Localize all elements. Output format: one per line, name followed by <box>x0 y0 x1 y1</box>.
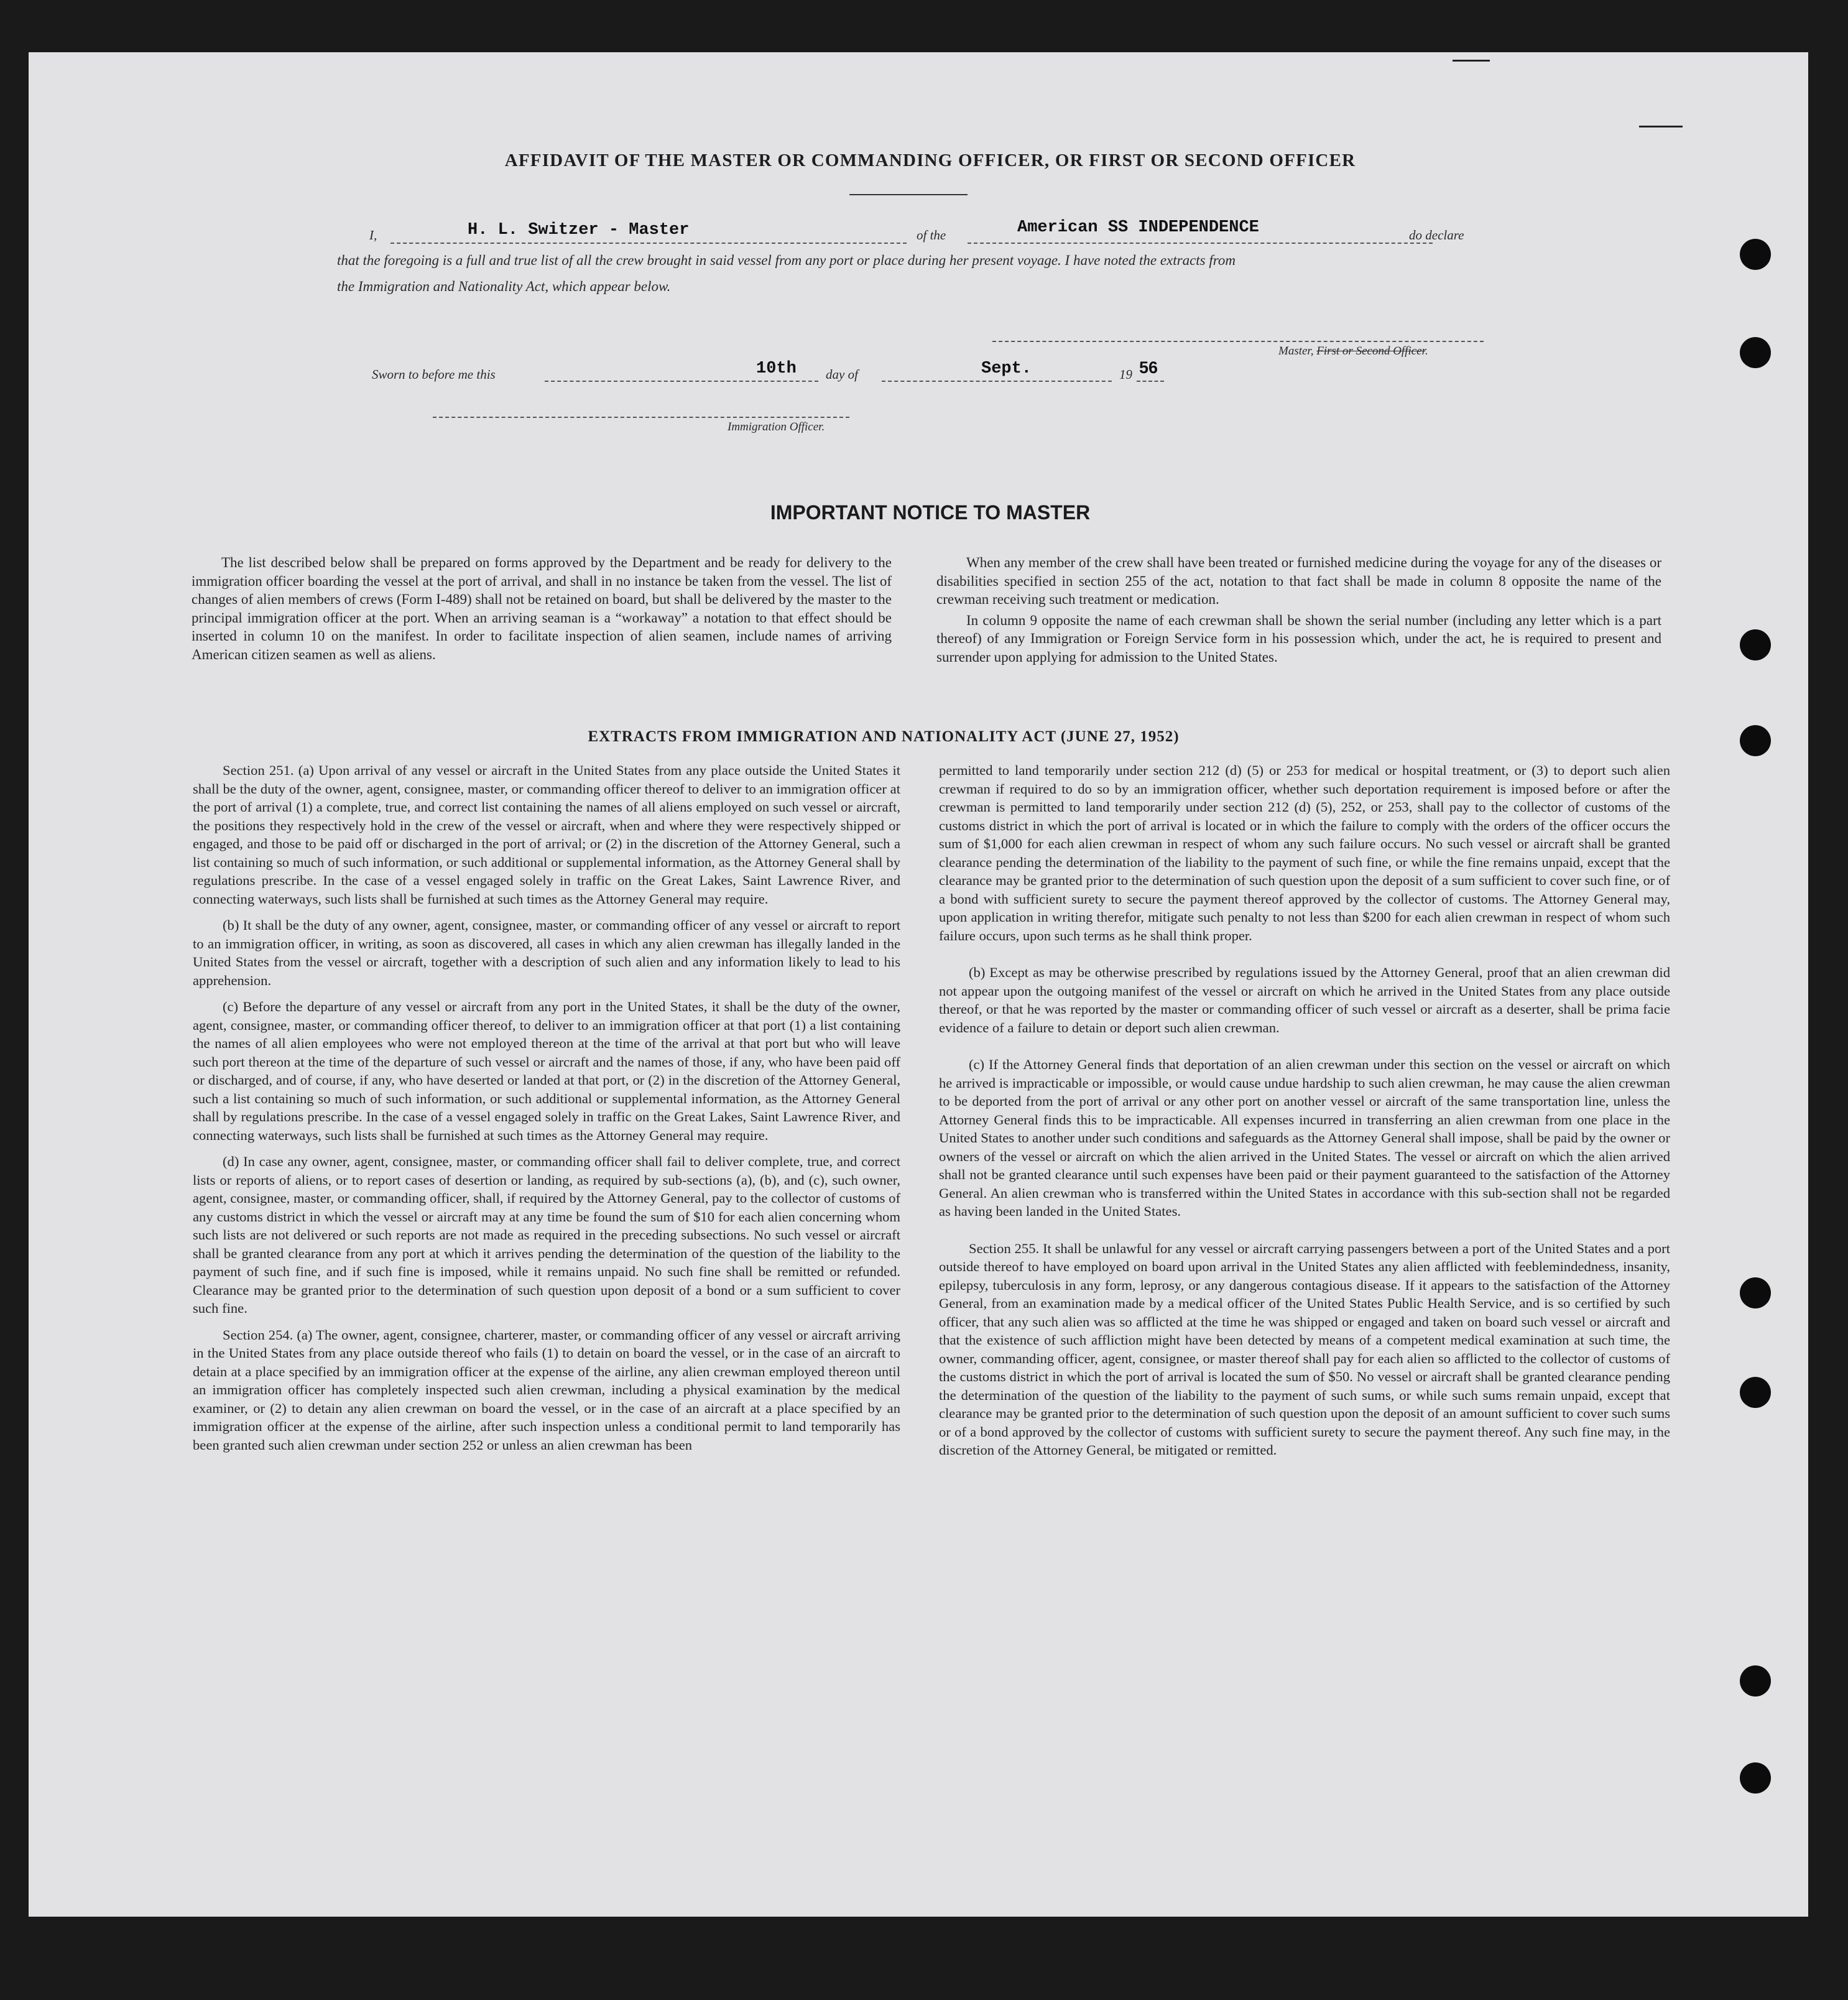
vessel-name: American SS INDEPENDENCE <box>1017 218 1259 237</box>
sworn-day-blank <box>545 381 818 382</box>
notice-right-column <box>936 553 1661 674</box>
declarant-name: H. L. Switzer - Master <box>468 221 690 239</box>
section-251-a: Section 251. (a) Upon arrival of any vessel or aircraft in the United States from any place outside the United States it shall be the duty of the owner, agent, consignee, master, or commanding officer thereof to deliver to an immigration officer at the port of arrival (1) a complete, true, and correct list containing the names of all aliens employed on such vessel or aircraft, the positions they respectively hold in the crew of the vessel or aircraft, when and where they were respectively shipped or engaged, and those to be paid off or discharged in the port of arrival; or (2) in the discretion of the Attorney General, such a list containing so much of such information, or such additional or supplemental information, as the Attorney General shall by regulations prescribe. In the case of a vessel engaged solely in traffic on the Great Lakes, Saint Lawrence River, and connecting waterways, such lists shall be furnished at such times as the Attorney General may require. <box>193 762 900 907</box>
sworn-day: 10th <box>756 359 797 378</box>
declaration-text-line2: the Immigration and Nationality Act, which appear below. <box>337 279 671 294</box>
notice-title: IMPORTANT NOTICE TO MASTER <box>770 501 1091 524</box>
of-the-label: of the <box>917 228 946 243</box>
punch-hole <box>1740 725 1771 756</box>
signature-caption <box>1278 345 1428 358</box>
section-255: Section 255. It shall be unlawful for any vessel or aircraft carrying passengers between a port of the United States and a port outside thereof to have employed on board upon arrival in the United States any alien afflicted with feeblemindedness, insanity, epilepsy, tuberculosis in any form, leprosy, or any dangerous contagious disease. If it appears to the satisfaction of the Attorney General, from an examination made by a medical officer of the United States Public Health Service, and is so certified by such officer, that any such alien was so afflicted at the time he was shipped or engaged and taken on board such vessel or aircraft and that the existence of such affliction might have been detected by means of a competent medical examination at such time, the owner, commanding officer, agent, consignee, or master thereof shall pay for each alien so afflicted to the collector of customs of the customs district in which the port of arrival is located the sum of $50. No vessel or aircraft shall be granted clearance pending the determination of the question of the liability to the payment of such sums, or while such sums remain unpaid, except that clearance may be granted prior to the determination of such question upon the deposit of an amount sufficient to cover such sums or of a bond approved by the collector of customs with sufficient surety to secure the payment thereof. Any such fine may, in the discretion of the Attorney General, be mitigated or remitted. <box>939 1240 1670 1458</box>
year-prefix: 19 <box>1119 367 1132 382</box>
do-declare-label: do declare <box>1409 228 1464 243</box>
notice-right-paragraph-2: In column 9 opposite the name of each crewman shall be shown the serial number (including any letter which is a part thereof) of any Immigration or Foreign Service form in his possession which, under the act, he is required to present and surrender upon applying for admission to the United States. <box>936 612 1661 665</box>
title-underline <box>849 194 968 195</box>
extracts-left-column <box>193 761 900 1462</box>
punch-hole <box>1740 629 1771 660</box>
section-251-d: (d) In case any owner, agent, consignee, master, or commanding officer shall fail to deliver complete, true, and correct lists or reports of aliens, or to report cases of desertion or landing, as required by sub-sections (a), (b), and (c), such owner, agent, consignee, master, or commanding officer, shall, if required by the Attorney General, pay to the collector of customs of any customs district in which the vessel or aircraft may at any time be found the sum of $10 for each alien concerning whom such lists are not delivered or such reports are not made as required in the preceding subsections. No such vessel or aircraft shall be granted clearance from any port at which it arrives pending the determination of the question of the liability to the payment of such fine, and if such fine is imposed, while it remains unpaid. No such fine shall be remitted or refunded. Clearance may be granted prior to the determination of such question upon deposit of a bond or a sum sufficient to cover such fine. <box>193 1154 900 1316</box>
vessel-blank <box>968 243 1433 244</box>
caption-end: . <box>1425 345 1428 358</box>
punch-hole <box>1740 337 1771 368</box>
sworn-label: Sworn to before me this <box>372 367 496 382</box>
caption-master: Master, <box>1278 345 1314 358</box>
scan-speck <box>1639 126 1683 127</box>
sworn-year: 56 <box>1139 358 1158 377</box>
affidavit-title: AFFIDAVIT OF THE MASTER OR COMMANDING OFFICER, OR FIRST OR SECOND OFFICER <box>504 150 1356 170</box>
declaration-text-line1: that the foregoing is a full and true list of all the crew brought in said vessel from any port or place during her present voyage. I have noted the extracts from <box>337 252 1236 268</box>
section-254-a-continued: permitted to land temporarily under section 212 (d) (5) or 253 for medical or hospital treatment, or (3) to deport such alien crewman if required to do so by an immigration officer, whether such deportation requirement is imposed before or after the crewman is permitted to land temporarily under section 212 (d) (5), 252, or 253, shall pay to the collector of customs of the customs district in which the port of arrival is located or in which the failure to comply with the orders of the officer occurs the sum of $1,000 for each alien crewman in respect of whom any such failure occurs. No such vessel or aircraft shall be granted clearance pending the determination of the liability to the payment of such fine, or while the fine remains unpaid, except that the clearance may be granted prior to the determination of such question upon the deposit of a sum sufficient to cover such fine, or of a bond with sufficient surety to secure the payment thereof approved by the collector of customs. The Attorney General may, upon application in writing therefor, mitigate such penalty to not less than $200 for each alien crewman in respect of whom such failure occurs, upon such terms as he shall think proper. <box>939 762 1670 943</box>
section-251-b: (b) It shall be the duty of any owner, agent, consignee, master, or commanding officer of any vessel or aircraft to report to an immigration officer, in writing, as soon as discovered, all cases in which any alien crewman has illegally landed in the United States from the vessel or aircraft, together with a description of such alien and any information likely to lead to his apprehension. <box>193 917 900 988</box>
document-page <box>29 52 1808 1917</box>
section-254-b: (b) Except as may be otherwise prescribed by regulations issued by the Attorney General, proof that an alien crewman did not appear upon the outgoing manifest of the vessel or aircraft on which he arrived in the United States from any place outside thereof, or that he was reported by the master or commanding officer of such vessel or aircraft as a deserter, shall be prima facie evidence of a failure to detain or deport such alien crewman. <box>939 965 1670 1035</box>
extracts-right-column <box>939 761 1670 1468</box>
punch-hole <box>1740 1762 1771 1794</box>
immigration-officer-caption: Immigration Officer. <box>728 420 825 433</box>
punch-hole <box>1740 1277 1771 1308</box>
caption-struck-officer: First or Second Officer <box>1316 345 1425 358</box>
notice-left-column <box>192 553 892 672</box>
punch-hole <box>1740 1377 1771 1408</box>
i-label: I, <box>369 228 377 243</box>
extracts-title: EXTRACTS FROM IMMIGRATION AND NATIONALITY ACT (JUNE 27, 1952) <box>588 728 1180 745</box>
notice-right-paragraph-1: When any member of the crew shall have been treated or furnished medicine during the voyage for any of the diseases or disabilities specified in section 255 of the act, notation to that fact shall be made in column 8 opposite the name of the crewman receiving such treatment or medication. <box>936 555 1661 608</box>
year-blank <box>1137 381 1164 382</box>
punch-hole <box>1740 1665 1771 1697</box>
notice-left-paragraph: The list described below shall be prepared on forms approved by the Department and be ready for delivery to the immigration officer boarding the vessel at the port of arrival, and shall in no instance be taken from the vessel. The list of changes of alien members of crews (Form I-489) shall not be retained on board, but shall be delivered by the master to the principal immigration officer at the port. When an arriving seaman is a “workaway” a notation to that effect should be inserted in column 10 on the manifest. In order to facilitate inspection of alien seamen, include names of arriving American citizen seamen as well as aliens. <box>192 555 892 662</box>
section-251-c: (c) Before the departure of any vessel or aircraft from any port in the United States, it shall be the duty of the owner, agent, consignee, master, or commanding officer thereof, to deliver to an immigration officer at that port (1) a list containing the names of all alien employees who were not employed thereon at the time of the arrival at that port but who will leave such port thereon at the time of the departure of such vessel or aircraft and the names of those, if any, who have been paid off or discharged, and of course, if any, who have deserted or landed at that port, or (2) in the discretion of the Attorney General, such a list containing so much of such information, or such additional or supplemental information, as the Attorney General shall by regulations prescribe. In the case of a vessel engaged solely in traffic on the Great Lakes, Saint Lawrence River, and connecting waterways, such lists shall be furnished at such times as the Attorney General may require. <box>193 999 900 1143</box>
declarant-blank <box>390 243 907 244</box>
section-254-c: (c) If the Attorney General finds that deportation of an alien crewman under this section on the vessel or aircraft on which he arrived is impracticable or impossible, or would cause undue hardship to such alien crewman, he may cause the alien crewman to be deported from the port of arrival or any other port on another vessel or aircraft of the same transportation line, unless the Attorney General finds this to be impracticable. All expenses incurred in transferring an alien crewman from one place in the United States to another under such conditions and safeguards as the Attorney General shall impose, shall be paid by the owner or owners of the vessel or aircraft on which the alien arrived in the United States. The vessel or aircraft on which the alien arrived shall not be granted clearance until such expenses have been paid or their payment guaranteed to the satisfaction of the Attorney General. An alien crewman who is transferred within the United States in accordance with this sub-section shall not be regarded as having been landed in the United States. <box>939 1057 1670 1219</box>
punch-hole <box>1740 239 1771 270</box>
master-signature-line <box>992 341 1484 342</box>
sworn-month: Sept. <box>981 359 1032 378</box>
day-of-label: day of <box>826 367 858 382</box>
immigration-officer-signature-line <box>433 417 849 418</box>
scan-speck <box>1453 60 1490 62</box>
sworn-month-blank <box>882 381 1112 382</box>
section-254-a: Section 254. (a) The owner, agent, consignee, charterer, master, or commanding officer of any vessel or aircraft arriving in the United States from any place outside thereof who fails (1) to detain on board the vessel, or in the case of an aircraft to detain at a place specified by an immigration officer at the expense of the airline, any alien crewman employed thereon until an immigration officer has completely inspected such alien crewman, including a physical examination by the medical examiner, or (2) to detain any alien crewman on board the vessel, or in the case of an aircraft at a place specified by an immigration officer at the expense of the airline, after such inspection unless a conditional permit to land temporarily has been granted such alien crewman under section 252 or unless an alien crewman has been <box>193 1326 900 1453</box>
